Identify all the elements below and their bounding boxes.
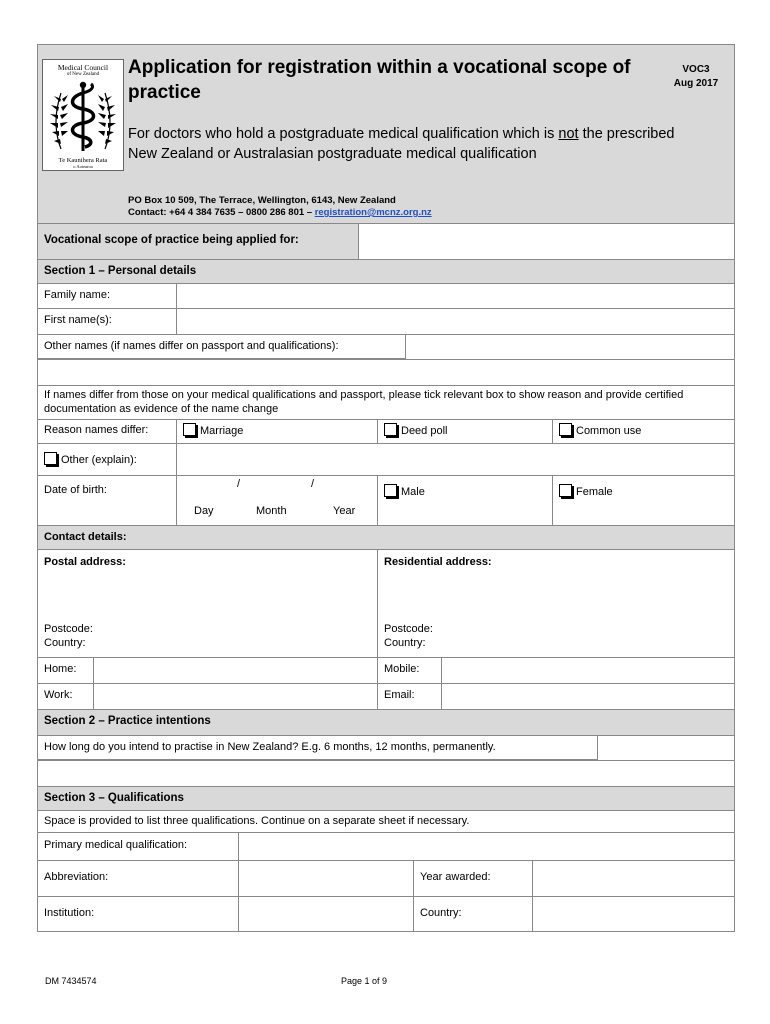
address-line: PO Box 10 509, The Terrace, Wellington, 6143, New Zealand bbox=[128, 195, 396, 206]
marriage-label: Marriage bbox=[200, 425, 244, 437]
home-phone-field[interactable] bbox=[94, 658, 377, 683]
other-explain-option[interactable] bbox=[38, 444, 176, 475]
postal-country-label: Country: bbox=[44, 637, 86, 649]
other-names-label: Other names (if names differ on passport and qualifications): bbox=[44, 340, 339, 352]
email-field[interactable] bbox=[442, 684, 734, 709]
section-2-heading: Section 2 – Practice intentions bbox=[37, 710, 735, 736]
name-change-note: If names differ from those on your medical qualifications and passport, please tick relevant box to show reason and provide certified documentation as evidence of the name change bbox=[44, 389, 684, 415]
dob-month-label: Month bbox=[256, 505, 287, 517]
logo-maori-text: Te Kaunihera Rata bbox=[58, 157, 108, 164]
other-checkbox[interactable] bbox=[44, 452, 57, 465]
reason-marriage-option[interactable] bbox=[177, 420, 377, 443]
marriage-checkbox[interactable] bbox=[183, 423, 196, 436]
registration-email-link[interactable]: registration@mcnz.org.nz bbox=[314, 207, 432, 218]
abbreviation-label: Abbreviation: bbox=[44, 871, 109, 883]
common-use-checkbox[interactable] bbox=[559, 423, 572, 436]
contact-phones: Contact: +64 4 384 7635 – 0800 286 801 – bbox=[128, 207, 315, 218]
form-subtitle bbox=[128, 124, 676, 164]
reason-deed-poll-option[interactable] bbox=[378, 420, 552, 443]
qualifications-note-row bbox=[37, 811, 735, 833]
primary-qualification-field[interactable] bbox=[239, 833, 734, 860]
subtitle-part-1: For doctors who hold a postgraduate medical qualification which is bbox=[128, 126, 559, 142]
home-phone-label: Home: bbox=[44, 663, 77, 675]
qualifications-note: Space is provided to list three qualifications. Continue on a separate sheet if necessary. bbox=[44, 815, 470, 827]
practice-intention-field[interactable] bbox=[37, 761, 735, 787]
form-header bbox=[37, 44, 735, 224]
abbreviation-row bbox=[37, 861, 735, 897]
form-title: Application for registration within a vocational scope of practice bbox=[128, 57, 631, 103]
residential-country-label: Country: bbox=[384, 637, 426, 649]
family-name-label: Family name: bbox=[44, 289, 111, 301]
name-change-note-row bbox=[37, 386, 735, 420]
page-number: Page 1 of 9 bbox=[341, 976, 388, 986]
other-names-row bbox=[37, 335, 735, 360]
mcnz-logo bbox=[42, 59, 124, 171]
common-use-label: Common use bbox=[576, 425, 642, 437]
male-option[interactable] bbox=[378, 476, 552, 525]
other-explain-row bbox=[37, 444, 735, 476]
home-mobile-row bbox=[37, 658, 735, 684]
residential-postcode-label: Postcode: bbox=[384, 623, 433, 635]
section-1-heading: Section 1 – Personal details bbox=[37, 260, 735, 284]
mobile-label: Mobile: bbox=[384, 663, 420, 675]
other-explain-label: Other (explain): bbox=[61, 454, 137, 466]
qualification-country-label: Country: bbox=[420, 907, 462, 919]
female-label: Female bbox=[576, 486, 613, 498]
form-code-block bbox=[666, 63, 726, 91]
first-names-field[interactable] bbox=[177, 309, 734, 334]
address-row bbox=[37, 550, 735, 658]
postal-postcode-label: Postcode: bbox=[44, 623, 93, 635]
mobile-field[interactable] bbox=[442, 658, 734, 683]
caduceus-fern-icon bbox=[47, 79, 119, 157]
vocational-scope-label: Vocational scope of practice being applied for: bbox=[38, 224, 358, 259]
first-names-row bbox=[37, 309, 735, 335]
institution-field[interactable] bbox=[239, 897, 413, 931]
residential-address-label: Residential address: bbox=[384, 556, 492, 568]
contact-line bbox=[128, 207, 432, 219]
date-of-birth-field[interactable] bbox=[177, 476, 377, 525]
other-names-field[interactable] bbox=[37, 360, 735, 386]
document-reference: DM 7434574 bbox=[45, 976, 97, 986]
first-names-label: First name(s): bbox=[44, 314, 112, 326]
practice-intention-question: How long do you intend to practise in New Zealand? E.g. 6 months, 12 months, permanently. bbox=[44, 741, 496, 753]
form-code: VOC3 bbox=[682, 64, 710, 75]
deed-poll-checkbox[interactable] bbox=[384, 423, 397, 436]
work-phone-label: Work: bbox=[44, 689, 73, 701]
form-date: Aug 2017 bbox=[673, 78, 719, 89]
dob-day-label: Day bbox=[194, 505, 214, 517]
reason-common-use-option[interactable] bbox=[553, 420, 734, 443]
year-awarded-field[interactable] bbox=[533, 861, 734, 896]
institution-row bbox=[37, 897, 735, 932]
residential-postcode-country bbox=[384, 622, 433, 650]
qualification-country-field[interactable] bbox=[533, 897, 734, 931]
female-option[interactable] bbox=[553, 476, 734, 525]
family-name-row bbox=[37, 284, 735, 309]
postal-postcode-country bbox=[44, 622, 93, 650]
dob-separator-2: / bbox=[311, 478, 315, 490]
abbreviation-field[interactable] bbox=[239, 861, 413, 896]
application-form-page bbox=[37, 44, 735, 932]
dob-year-label: Year bbox=[333, 505, 356, 517]
logo-sub-text: of New Zealand bbox=[66, 72, 100, 77]
vocational-scope-field[interactable] bbox=[359, 224, 734, 259]
work-email-row bbox=[37, 684, 735, 710]
reason-names-differ-label: Reason names differ: bbox=[44, 424, 149, 436]
date-of-birth-row bbox=[37, 476, 735, 526]
male-label: Male bbox=[401, 486, 425, 498]
dob-separator-1: / bbox=[237, 478, 241, 490]
date-of-birth-label: Date of birth: bbox=[44, 484, 107, 496]
deed-poll-label: Deed poll bbox=[401, 425, 448, 437]
female-checkbox[interactable] bbox=[559, 484, 572, 497]
male-checkbox[interactable] bbox=[384, 484, 397, 497]
reason-names-differ-row bbox=[37, 420, 735, 444]
work-phone-field[interactable] bbox=[94, 684, 377, 709]
subtitle-part-2: the prescribed New Zealand or Australasian postgraduate medical qualification bbox=[128, 126, 675, 162]
other-explain-field[interactable] bbox=[177, 444, 734, 475]
council-address bbox=[128, 195, 432, 219]
residential-address-field[interactable] bbox=[378, 550, 734, 657]
logo-top-text: Medical Council bbox=[57, 63, 109, 72]
primary-qualification-label: Primary medical qualification: bbox=[44, 839, 188, 851]
email-label: Email: bbox=[384, 689, 415, 701]
contact-details-heading: Contact details: bbox=[37, 526, 735, 550]
institution-label: Institution: bbox=[44, 907, 95, 919]
section-3-heading: Section 3 – Qualifications bbox=[37, 787, 735, 811]
subtitle-emphasis: not bbox=[558, 126, 579, 142]
postal-address-field[interactable] bbox=[38, 550, 377, 657]
primary-qualification-row bbox=[37, 833, 735, 861]
logo-maori-sub-text: o Aotearoa bbox=[73, 164, 93, 169]
vocational-scope-row bbox=[37, 224, 735, 260]
family-name-field[interactable] bbox=[177, 284, 734, 308]
practice-intention-row bbox=[37, 736, 735, 761]
year-awarded-label: Year awarded: bbox=[420, 871, 491, 883]
postal-address-label: Postal address: bbox=[44, 556, 126, 568]
